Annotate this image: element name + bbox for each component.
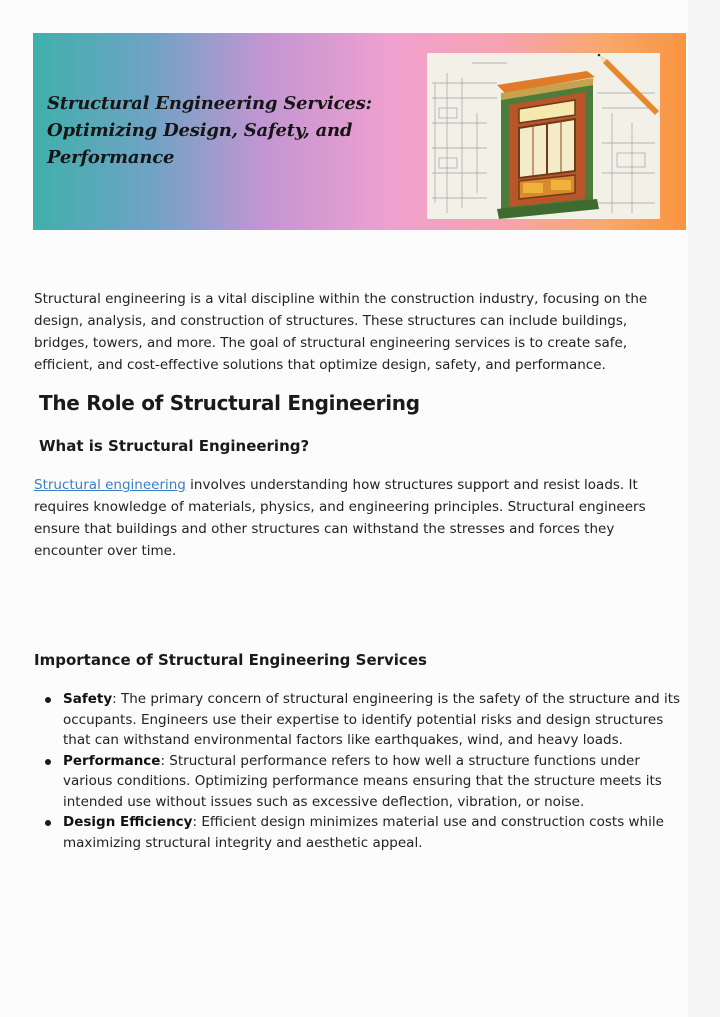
list-item-text: : The primary concern of structural engineering is the safety of the structure and its occupants. Engineers use their expertise to identify potential risks and design structures that can withstand environmental factors like earthquakes, wind, and heavy loads.: [63, 691, 681, 748]
bullet-icon: [45, 759, 51, 765]
structural-engineering-link[interactable]: Structural engineering: [34, 477, 186, 493]
list-item-term: Performance: [63, 752, 161, 769]
definition-text: involves understanding how structures support and resist loads. It requires knowledge of materials, physics, and engineering principles. Structural engineers ensure that buildings and other structures can withstand the stresses and forces they encounter over time.: [34, 477, 646, 559]
architectural-drawing-door-illustration: [427, 53, 660, 219]
banner-illustration: [427, 53, 660, 219]
bullet-icon: [45, 697, 51, 703]
intro-paragraph: Structural engineering is a vital discipline within the construction industry, focusing on the design, analysis, and construction of structures. These structures can include buildings, bridges, towers, and more. The goal of structural engineering services is to create safe, efficient, and cost-effective solutions that optimize design, safety, and performance.: [34, 291, 648, 373]
page-edge: [688, 0, 720, 1017]
banner-title: Structural Engineering Services: Optimizing Design, Safety, and Performance: [47, 93, 373, 168]
list-item-text: : Structural performance refers to how well a structure functions under various conditions. Optimizing performance means ensuring that the structure meets its intended use without issues such as excessive deflection, vibration, or noise.: [63, 752, 662, 810]
list-item-text: : Efficient design minimizes material use and construction costs while maximizing structural integrity and aesthetic appeal.: [63, 814, 664, 851]
section-heading-role: The Role of Structural Engineering: [39, 391, 420, 415]
list-item: [34, 812, 684, 853]
list-item: [34, 689, 684, 751]
importance-list: [34, 689, 684, 853]
list-item-term: Design Efficiency: [63, 814, 193, 830]
list-item: [34, 751, 684, 813]
definition-paragraph: [34, 474, 684, 562]
section-heading-importance: Importance of Structural Engineering Services: [34, 651, 427, 669]
header-banner: [33, 33, 686, 230]
bullet-icon: [45, 820, 51, 826]
subheading-what-is: What is Structural Engineering?: [39, 437, 310, 455]
list-item-term: Safety: [63, 691, 113, 707]
